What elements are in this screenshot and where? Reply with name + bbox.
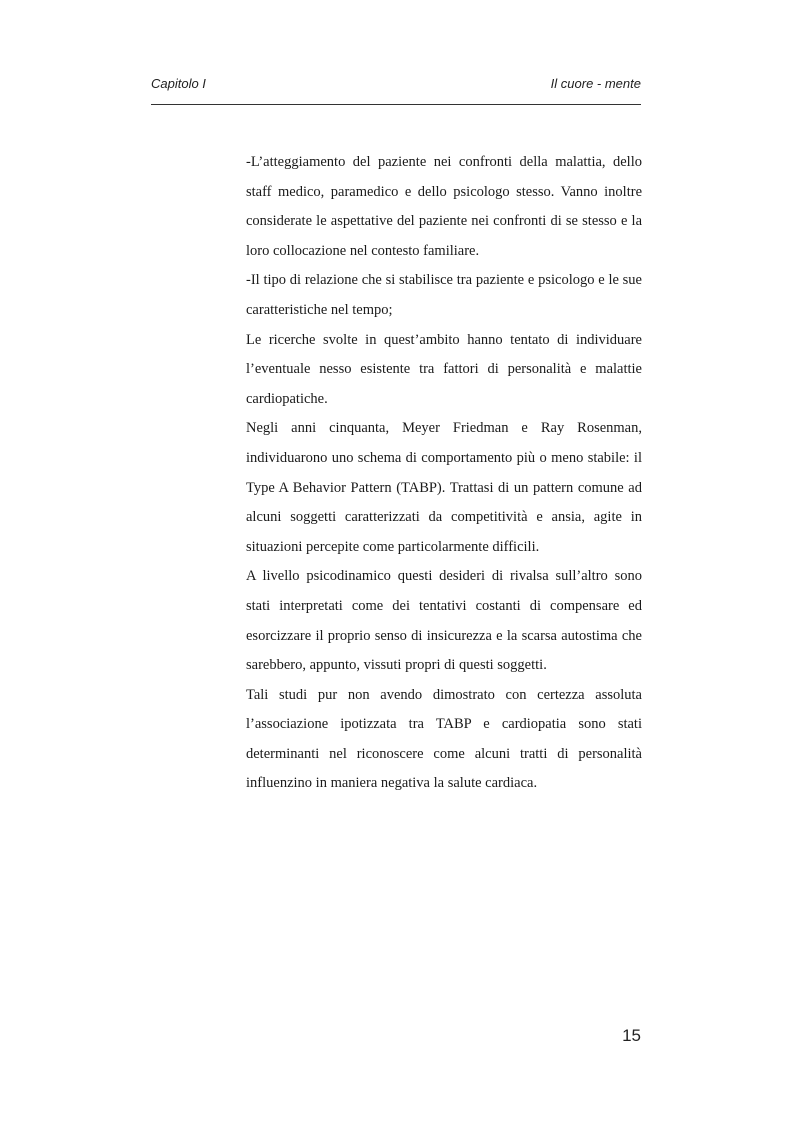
paragraph-relationship-type: -Il tipo di relazione che si stabilisce tra paziente e psicologo e le sue caratteristiche nel tempo;	[246, 272, 642, 318]
section-title: Il cuore - mente	[550, 76, 641, 91]
header-divider	[151, 104, 641, 105]
paragraph-tabp: Negli anni cinquanta, Meyer Friedman e Ray Rosenman, individuarono uno schema di comportamento più o meno stabile: il Type A Behavior Pattern (TABP). Trattasi di un pattern comune ad alcuni soggetti caratterizzati da competitività e ansia, agite in situazioni percepite come particolarmente difficili.	[246, 420, 642, 555]
running-header	[151, 76, 641, 96]
paragraph-patient-attitude: -L’atteggiamento del paziente nei confronti della malattia, dello staff medico, paramedico e dello psicologo stesso. Vanno inoltre considerate le aspettative del paziente nei confronti di se stesso e la loro collocazione nel contesto familiare.	[246, 154, 642, 259]
page-number: 15	[622, 1026, 641, 1045]
paragraph-studies-conclusion: Tali studi pur non avendo dimostrato con certezza assoluta l’associazione ipotizzata tra TABP e cardiopatia sono stati determinanti nel riconoscere come alcuni tratti di personalità influenzino in maniera negativa la salute cardiaca.	[246, 686, 642, 792]
paragraph-research: Le ricerche svolte in quest’ambito hanno tentato di individuare l’eventuale nesso esistente tra fattori di personalità e malattie cardiopatiche.	[246, 331, 642, 407]
chapter-label: Capitolo I	[151, 76, 206, 91]
paragraph-psychodynamic: A livello psicodinamico questi desideri di rivalsa sull’altro sono stati interpretati come dei tentativi costanti di compensare ed esorcizzare il proprio senso di insicurezza e la scarsa autostima che sarebbero, appunto, vissuti propri di questi soggetti.	[246, 568, 642, 674]
body-text	[246, 148, 642, 799]
